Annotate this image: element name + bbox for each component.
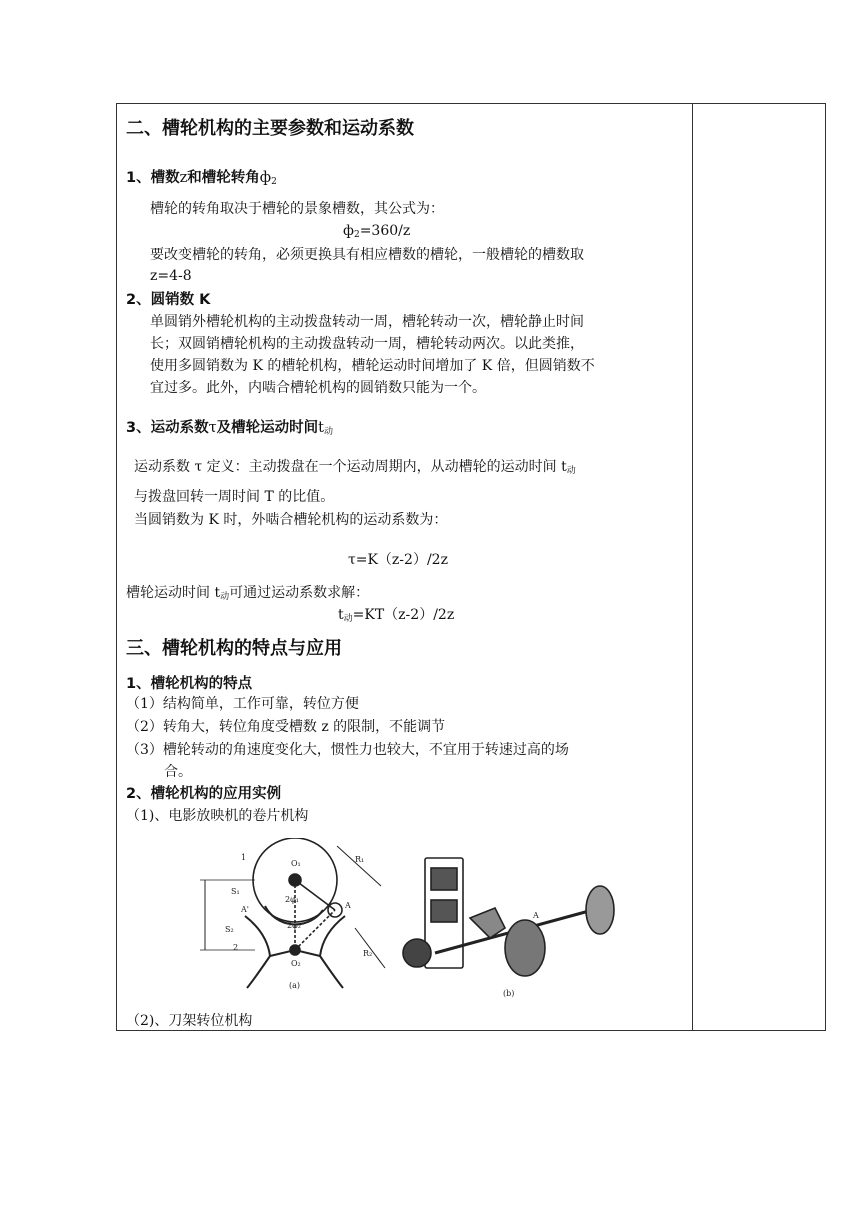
formula-text: =360/z [359,223,411,239]
formula-phi [343,221,410,245]
dimension-line [355,928,385,968]
paragraph-line: 长；双圆销槽轮机构的主动拨盘转动一周，槽轮转动两次。以此类推， [150,336,584,352]
mark-label: R₁ [355,855,365,864]
mark-label: S₁ [231,887,240,896]
formula-tau: τ=K（z-2）/2z [348,552,448,568]
subheading-text: 3、运动系数 [126,420,209,436]
sprocket [403,939,431,967]
flywheel [586,886,614,934]
paragraph-line: 使用多圆销数为 K 的槽轮机构，槽轮运动时间增加了 K 倍，但圆销数不 [150,358,595,374]
section-heading-features: 三、槽轮机构的特点与应用 [126,638,342,659]
subscript: 动 [343,614,353,624]
paragraph-line: 要改变槽轮的转角，必须更换具有相应槽数的槽轮，一般槽轮的槽数取 [150,247,584,263]
formula-text: =KT（z-2）/2z [352,607,455,623]
subheading-slot-count [126,168,277,192]
paragraph-text: 运动系数 τ 定义：主动拨盘在一个运动周期内，从动槽轮的运动时间 t [134,459,567,475]
list-item-continuation: 合。 [164,764,192,780]
subheading-text: 和槽轮转角 [187,170,260,186]
film-frame [431,900,457,922]
paragraph-line: 当圆销数为 K 时，外啮合槽轮机构的运动系数为： [134,512,448,528]
paragraph-line: z=4-8 [150,268,192,284]
subheading-motion-coefficient [126,418,333,442]
subscript: 动 [323,427,333,437]
geneva-mechanism-figure [195,838,635,1003]
paragraph-line: 单圆销外槽轮机构的主动拨盘转动一周，槽轮转动一次，槽轮静止时间 [150,314,584,330]
list-item: （1)、电影放映机的卷片机构 [126,808,309,824]
subscript: 动 [220,592,230,602]
slot-line [295,910,335,950]
dimension-line [337,846,381,886]
subheading-text: 及槽轮运动时间 [216,420,319,436]
subheading-text: 1、槽数 [126,170,180,186]
drive-disk [505,920,545,976]
list-item: （2)、刀架转位机构 [126,1013,253,1029]
symbol-tau: τ [208,420,217,436]
paragraph-text: 可通过运动系数求解： [229,585,370,601]
paragraph-line: 宜过多。此外，内啮合槽轮机构的圆销数只能为一个。 [150,380,486,396]
formula-time [338,605,454,629]
list-item: （3）槽轮转动的角速度变化大，惯性力也较大，不宜用于转速过高的场 [126,742,569,758]
geneva-wheel-b [470,908,505,938]
paragraph-line: 槽轮的转角取决于槽轮的景象槽数，其公式为： [150,201,444,217]
symbol-phi: ф [259,170,272,186]
mark-label: O₁ [291,859,301,868]
mark-label: R₂ [363,949,373,958]
list-item: （1）结构简单，工作可靠，转位方便 [126,696,359,712]
diagram-b [403,858,614,976]
mark-label: 1 [241,853,247,862]
subscript: 动 [566,466,576,476]
subheading-applications: 2、槽轮机构的应用实例 [126,786,282,802]
figure-label-b: (b) [503,989,515,998]
paragraph-line [126,583,369,607]
mark-label: 2φ₁ [285,895,299,904]
mark-label: A [533,911,539,920]
table-column-divider [692,103,693,1031]
figure-label-a: (a) [289,981,301,990]
paragraph-line: 与拨盘回转一周时间 T 的比值。 [134,489,335,505]
subscript: 2 [271,177,277,187]
subheading-pin-count: 2、圆销数 K [126,292,211,308]
film-frame [431,868,457,890]
mark-label: 2φ₂ [287,921,301,930]
paragraph-line [134,457,576,481]
mark-label: 2 [233,943,239,952]
mark-label: O₂ [291,959,301,968]
diagram-a-labels [225,853,372,990]
subheading-features: 1、槽轮机构的特点 [126,676,253,692]
section-heading-parameters: 二、槽轮机构的主要参数和运动系数 [126,118,414,139]
subscript: 2 [353,230,360,240]
symbol-z: z [179,170,188,186]
mark-label: A' [241,905,249,914]
mark-label: S₂ [225,925,234,934]
list-item: （2）转角大，转位角度受槽数 z 的限制，不能调节 [126,719,446,735]
symbol-t: t [318,420,324,436]
symbol-t: t [338,607,344,623]
paragraph-text: 槽轮运动时间 t [126,585,221,601]
mark-label: A [345,901,351,910]
symbol-phi: ф [343,223,354,239]
